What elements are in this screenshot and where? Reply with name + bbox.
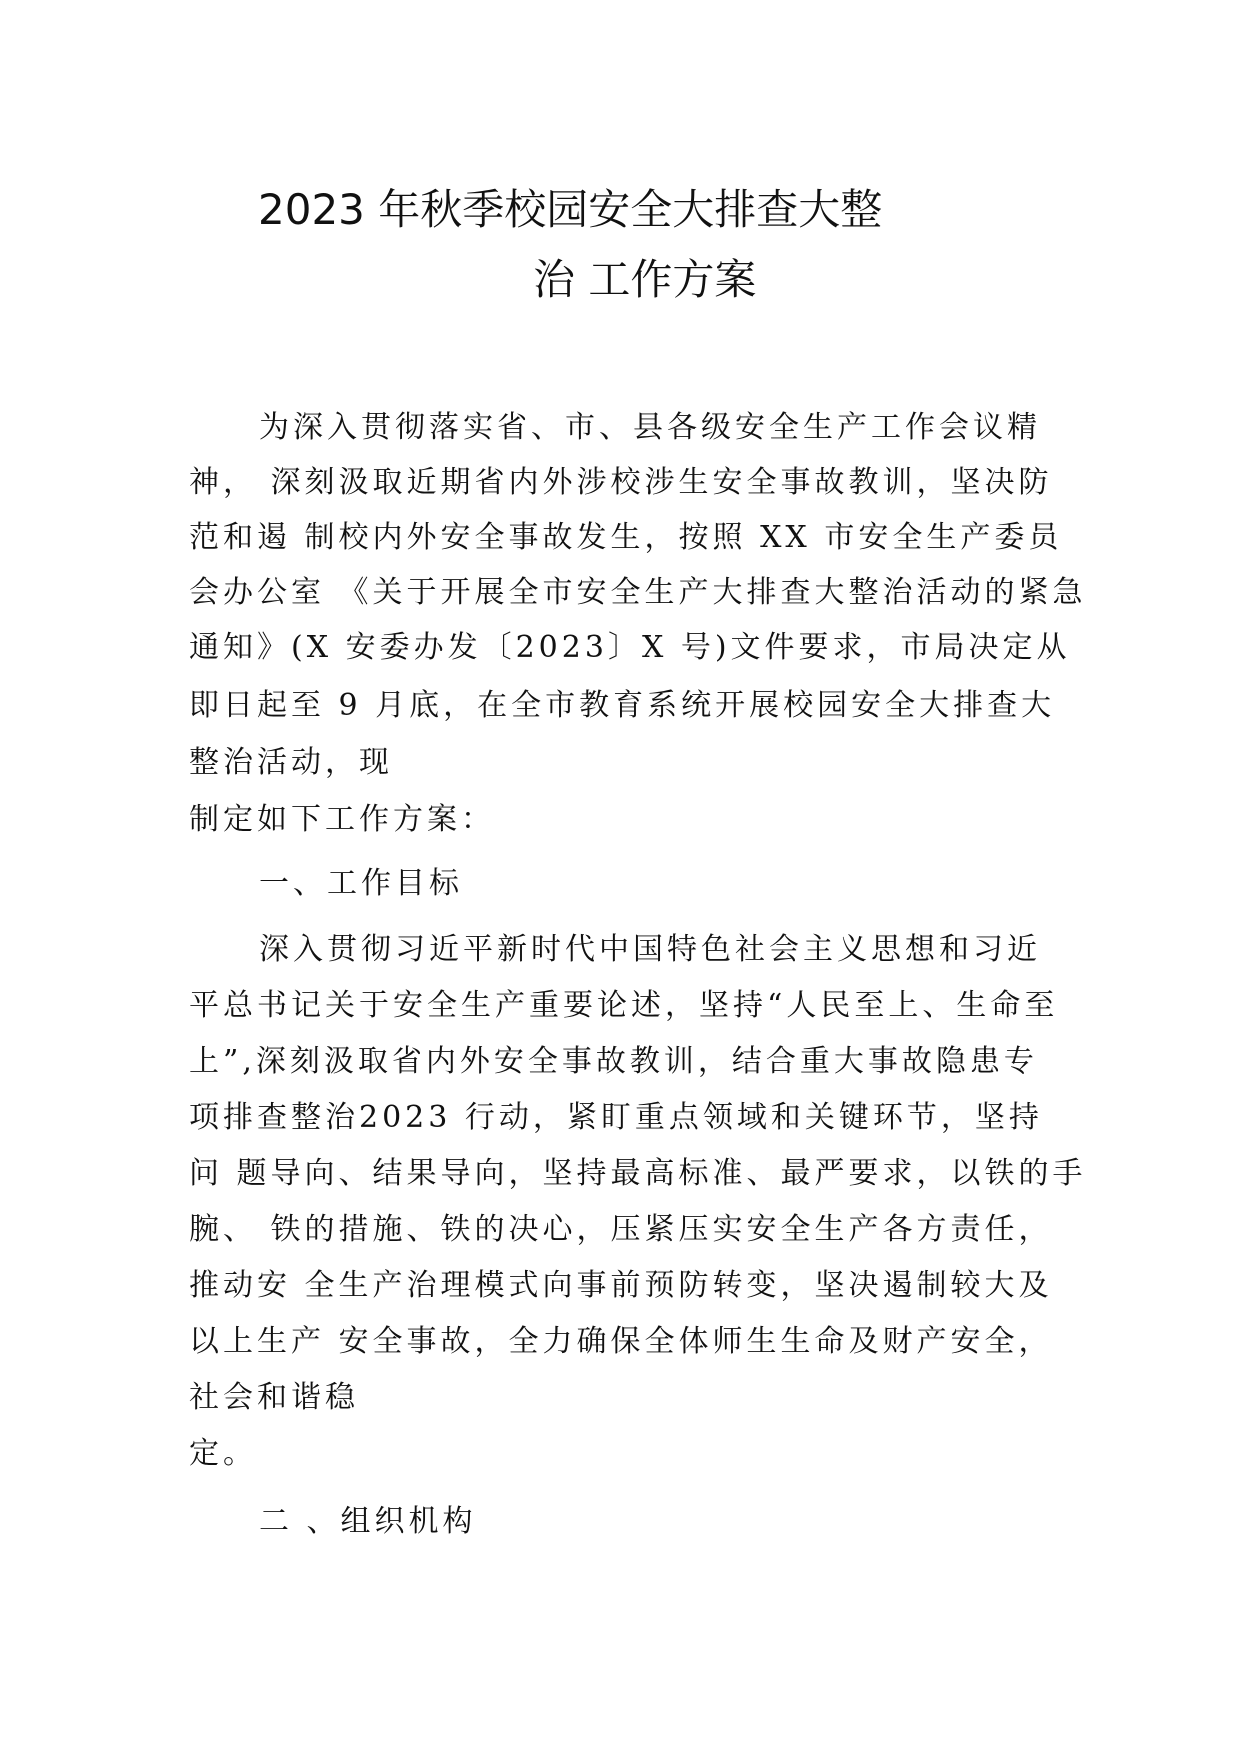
- body-line: 为深入贯彻落实省、市、县各级安全生产工作会议精: [259, 410, 1041, 445]
- body-line: 制定如下工作方案：: [189, 802, 495, 837]
- body-line: 社会和谐稳: [189, 1380, 359, 1415]
- body-line: 会办公室 《关于开展全市安全生产大排查大整治活动的紧急: [189, 575, 1087, 610]
- body-line: 以上生产 安全事故，全力确保全体师生生命及财产安全，: [189, 1324, 1053, 1359]
- body-line: 范和遏 制校内外安全事故发生，按照 XX 市安全生产委员: [189, 520, 1063, 555]
- body-line: 平总书记关于安全生产重要论述，坚持“人民至上、生命至: [189, 988, 1059, 1023]
- body-line: 深入贯彻习近平新时代中国特色社会主义思想和习近: [259, 932, 1041, 967]
- body-line: 问 题导向、结果导向，坚持最高标准、最严要求，以铁的手: [189, 1156, 1087, 1191]
- document-title-line-2: 治 工作方案: [533, 255, 757, 304]
- body-line: 通知》(X 安委办发〔2023〕X 号)文件要求，市局决定从: [189, 630, 1071, 665]
- body-line: 上”,深刻汲取省内外安全事故教训，结合重大事故隐患专: [189, 1044, 1038, 1079]
- body-line: 项排查整治2023 行动，紧盯重点领域和关键环节，坚持: [189, 1100, 1043, 1135]
- body-line: 定。: [189, 1436, 257, 1471]
- body-line: 即日起至 9 月底，在全市教育系统开展校园安全大排查大: [189, 688, 1056, 723]
- body-line: 神， 深刻汲取近期省内外涉校涉生安全事故教训，坚决防: [189, 465, 1053, 500]
- document-title-line-1: 2023 年秋季校园安全大排查大整: [258, 185, 883, 234]
- body-line: 整治活动，现: [189, 745, 393, 780]
- body-line: 推动安 全生产治理模式向事前预防转变，坚决遏制较大及: [189, 1268, 1053, 1303]
- section-heading: 二 、组织机构: [259, 1504, 477, 1539]
- body-line: 腕、 铁的措施、铁的决心，压紧压实安全生产各方责任，: [189, 1212, 1053, 1247]
- section-heading: 一、工作目标: [259, 866, 463, 901]
